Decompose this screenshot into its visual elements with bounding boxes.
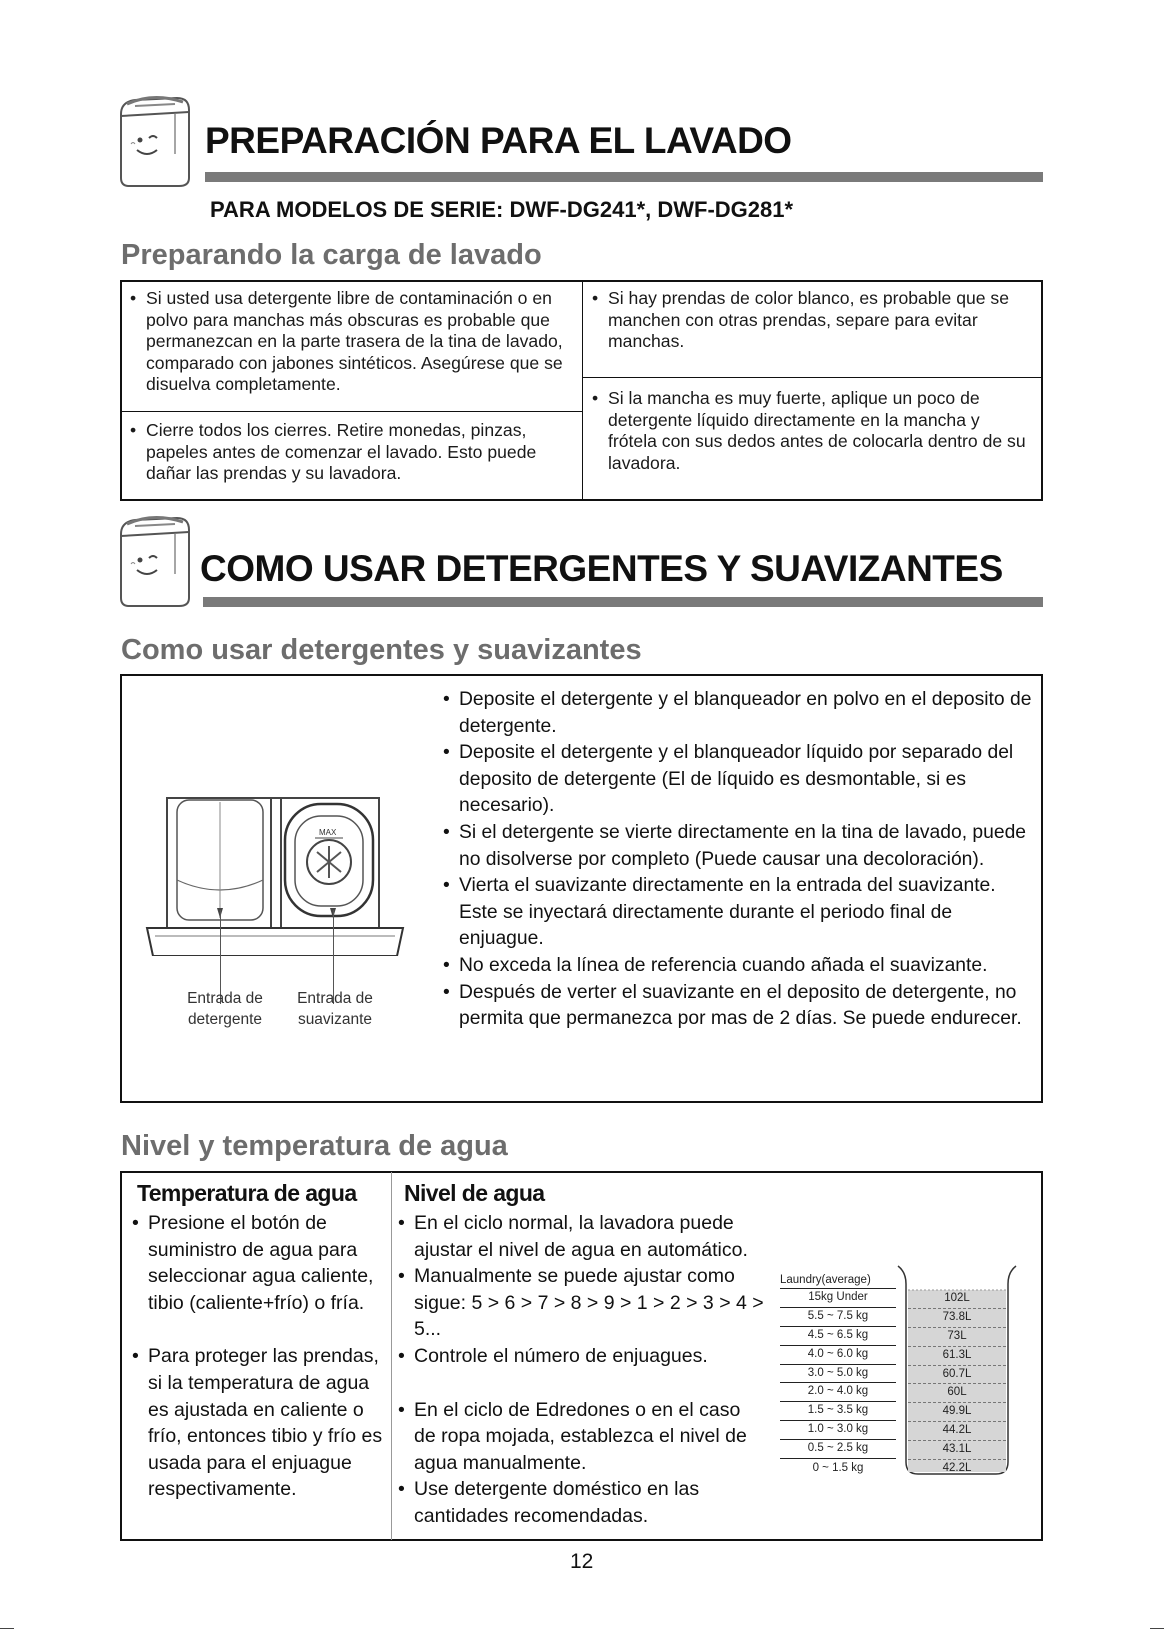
section-heading-carga: Preparando la carga de lavado [121,239,542,271]
level-title: Nivel de agua [404,1180,545,1206]
page-number: 12 [570,1550,594,1573]
table-row: 15kg Under [780,1289,896,1308]
max-label: MAX [319,828,337,837]
list-item: • Vierta el suavizante directamente en la entrada del suavizante. Este se inyectará directamente durante el periodo final de enjuague. [437,873,1033,953]
table-row: 1.5 ~ 3.5 kg [780,1402,896,1421]
temp-list [126,1210,388,1503]
scan-mark-right [1150,1628,1164,1629]
list-item: • En el ciclo de Edredones o en el caso de ropa mojada, establezca el nivel de agua manualmente. [392,1397,767,1477]
table-row: 0 ~ 1.5 kg [812,1462,864,1475]
list-item: • Si usted usa detergente libre de contaminación o en polvo para manchas más obscuras es probable que permanezcan en la parte trasera de la tina de lavado, comparado con jabones sintéticos. Asegúrese que se disuelva completamente. [124,288,579,396]
prep-list-right-top [586,288,1026,353]
detergent-list [437,687,1033,1033]
list-item: • No exceda la línea de referencia cuando añada el suavizante. [437,953,1033,980]
table-row: 4.0 ~ 6.0 kg [780,1346,896,1365]
dispenser-diagram [145,790,405,956]
list-item: • Si el detergente se vierte directamente en la tina de lavado, puede no disolverse por completo (Puede causar una decoloración). [437,820,1033,873]
page-title: PREPARACIÓN PARA EL LAVADO [205,120,792,161]
table-row: 4.5 ~ 6.5 kg [780,1327,896,1346]
list-item: • Después de verter el suavizante en el deposito de detergente, no permita que permanezca por mas de 2 días. Se puede endurecer. [437,980,1033,1033]
list-item: • Para proteger las prendas, si la temperatura de agua es ajustada en caliente o frío, entonces tibio y frío es usada para el enjuague respectivamente. [126,1343,388,1503]
table-row: 1.0 ~ 3.0 kg [780,1421,896,1440]
level-value: 43.1L [908,1441,1006,1460]
level-list [392,1210,767,1530]
title-rule [203,597,1043,607]
list-item: • Deposite el detergente y el blanqueador en polvo en el deposito de detergente. [437,687,1033,740]
prep-box-divider-left [121,411,582,412]
list-item: • Cierre todos los cierres. Retire monedas, pinzas, papeles antes de comenzar el lavado. Esto puede dañar las prendas y su lavadora. [124,420,579,485]
level-value: 73L [908,1328,1006,1347]
section-heading-agua: Nivel y temperatura de agua [121,1130,508,1162]
water-level-table [780,1272,896,1477]
list-item: • Presione el botón de suministro de agua para seleccionar agua caliente, tibio (caliente+frío) o fría. [126,1210,388,1316]
tub-levels [908,1290,1006,1478]
level-value: 60.7L [908,1366,1006,1385]
table-row: 0.5 ~ 2.5 kg [780,1440,896,1459]
level-value: 60L [908,1384,1006,1403]
table-header: Laundry(average) [780,1272,896,1289]
table-row: 5.5 ~ 7.5 kg [780,1308,896,1327]
label-detergent-inlet: Entrada de detergente [187,990,263,1028]
list-item: • Si la mancha es muy fuerte, aplique un poco de detergente líquido directamente en la mancha y frótela con sus dedos antes de colocarla dentro de su lavadora. [586,388,1026,474]
list-item: • Controle el número de enjuagues. [392,1343,767,1370]
section-heading-detergentes: Como usar detergentes y suavizantes [121,634,642,666]
level-value: 42.2L [942,1462,972,1475]
level-value: 73.8L [908,1309,1006,1328]
title-rule [205,172,1043,182]
temp-title: Temperatura de agua [137,1180,357,1206]
washer-mascot-icon [113,94,199,190]
prep-list-right-bottom [586,388,1026,474]
list-item: • Manualmente se puede ajustar como sigue: 5 > 6 > 7 > 8 > 9 > 1 > 2 > 3 > 4 > 5... [392,1263,767,1343]
list-item: • Si hay prendas de color blanco, es probable que se manchen con otras prendas, separe para evitar manchas. [586,288,1026,353]
washer-mascot-icon [113,514,199,610]
scan-mark-left [0,1628,14,1629]
list-item: • Use detergente doméstico en las cantidades recomendadas. [392,1476,767,1529]
table-row: 3.0 ~ 5.0 kg [780,1365,896,1384]
prep-box-divider-v [582,281,583,500]
list-item: • Deposite el detergente y el blanqueador líquido por separado del deposito de detergente (El de líquido es desmontable, si es necesario). [437,740,1033,820]
list-item: • En el ciclo normal, la lavadora puede ajustar el nivel de agua en automático. [392,1210,767,1263]
level-value: 49.9L [908,1403,1006,1422]
prep-list-left-top [124,288,579,396]
table-row: 2.0 ~ 4.0 kg [780,1383,896,1402]
prep-list-left-bottom [124,420,579,485]
level-value: 102L [908,1290,1006,1309]
section-title-detergentes: COMO USAR DETERGENTES Y SUAVIZANTES [200,548,1003,589]
level-value: 44.2L [908,1422,1006,1441]
models-label: PARA MODELOS DE SERIE: DWF-DG241*, DWF-DG281* [210,197,794,222]
level-value: 61.3L [908,1347,1006,1366]
prep-box-divider-right [582,377,1042,378]
label-softener-inlet: Entrada de suavizante [297,990,373,1028]
